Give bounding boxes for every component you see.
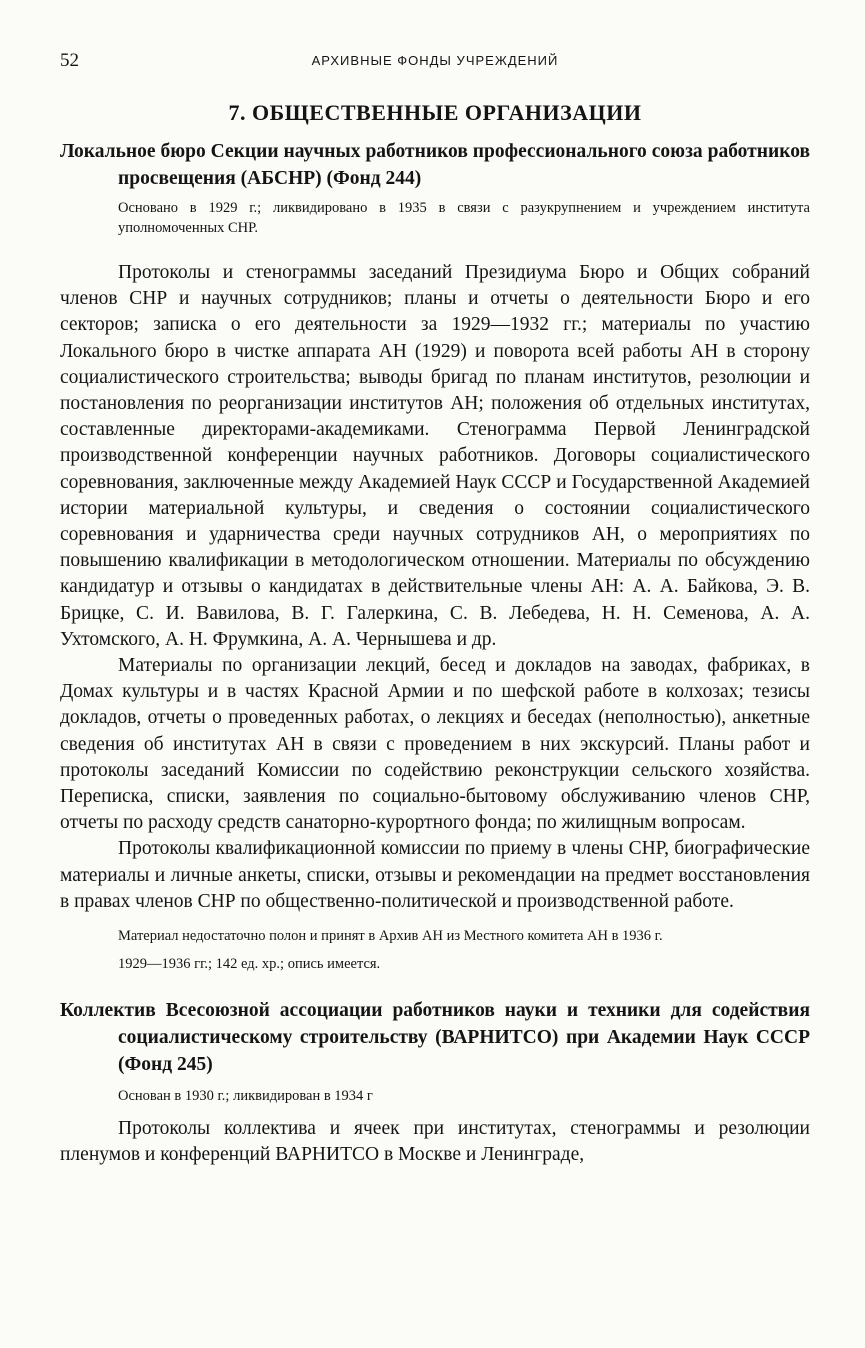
page-header — [60, 50, 810, 74]
fund-245-note: Основан в 1930 г.; ликвидирован в 1934 г — [118, 1088, 373, 1105]
fund-244-paragraph-3: Протоколы квалификационной комиссии по приему в члены СНР, биографические материалы и личные анкеты, списки, отзывы и рекомендации на предмет восстановления в правах членов СНР по общественно-политической и производственной работе. — [60, 838, 810, 912]
section-title: 7. ОБЩЕСТВЕННЫЕ ОРГАНИЗАЦИИ — [228, 100, 642, 125]
fund-244-paragraph-1: Протоколы и стенограммы заседаний Президиума Бюро и Общих собраний членов СНР и научных сотрудников; планы и отчеты о деятельности Бюро и его секторов; записка о его деятельности за 1929—1932 гг.; материалы по участию Локального бюро в чистке аппарата АН (1929) и поворота всей работы АН в сторону социалистического строительства; выводы бригад по планам институтов, резолюции и постановления по реорганизации институтов АН; положения об отдельных институтах, составленные директорами-академиками. Стенограмма Первой Ленинградской производственной конференции научных работников. Договоры социалистического соревнования, заключенные между Академией Наук СССР и Государственной Академией истории материальной культуры, и сведения о состоянии социалистического соревнования и ударничества среди научных сотрудников АН, о мероприятиях по повышению квалификации в методологическом отношении. Материалы по обсуждению кандидатур и отзывы о кандидатах в действительные члены АН: А. А. Байкова, Э. В. Брицке, С. И. Вавилова, В. Г. Галеркина, С. В. Лебедева, Н. Н. Семенова, А. А. Ухтомского, А. Н. Фрумкина, А. А. Чернышева и др. — [60, 262, 810, 650]
fund-244-entry — [60, 138, 810, 975]
running-head: АРХИВНЫЕ ФОНДЫ УЧРЕЖДЕНИЙ — [311, 53, 559, 68]
fund-244-note: Основано в 1929 г.; ликвидировано в 1935 в связи с разукрупнением и учреждением института уполномоченных СНР. — [118, 200, 810, 236]
fund-244-paragraph-2: Материалы по организации лекций, бесед и докладов на заводах, фабриках, в Домах культуры и в частях Красной Армии и по шефской работе в колхозах; тезисы докладов, отчеты о проведенных работах, о лекциях и беседах (неполностью), анкетные сведения об институтах АН в связи с проведением в них экскурсий. Планы работ и протоколы заседаний Комиссии по содействию реконструкции сельского хозяйства. Переписка, списки, заявления по социально-бытовому обслуживанию членов СНР, отчеты по расходу средств санаторно-курортного фонда; по жилищным вопросам. — [60, 655, 810, 834]
fund-245-title: Коллектив Всесоюзной ассоциации работников науки и техники для содействия социалистическому строительству (ВАРНИТСО) при Академии Наук СССР (Фонд 245) — [60, 1000, 810, 1076]
fund-245-entry — [60, 997, 810, 1168]
fund-244-extent: 1929—1936 гг.; 142 ед. хр.; опись имеется. — [118, 956, 381, 973]
fund-244-material-note: Материал недостаточно полон и принят в Архив АН из Местного комитета АН в 1936 г. — [118, 928, 663, 945]
fund-244-title: Локальное бюро Секции научных работников профессионального союза работников просвещения (АБСНР) (Фонд 244) — [60, 141, 810, 189]
page-content — [60, 100, 810, 1168]
fund-245-paragraph-1: Протоколы коллектива и ячеек при институтах, стенограммы и резолюции пленумов и конференций ВАРНИТСО в Москве и Ленинграде, — [60, 1118, 810, 1166]
page-number: 52 — [60, 50, 79, 71]
